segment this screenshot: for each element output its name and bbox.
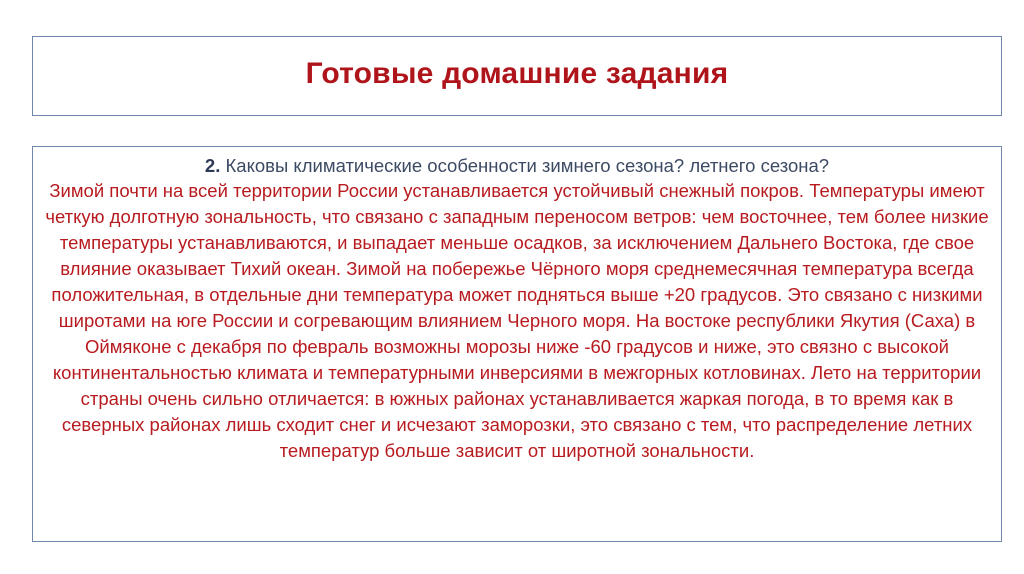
question-text: Каковы климатические особенности зимнего сезона? летнего сезона? — [220, 155, 830, 176]
title-box — [32, 36, 1002, 116]
question-number: 2. — [204, 155, 221, 176]
answer-text: Зимой почти на всей территории России устанавливается устойчивый снежный покров. Температуры имеют четкую долготную зональность, что связано с западным переносом ветров: чем восточнее, тем более низкие температуры устанавливаются, и выпадает меньше осадков, за исключением Дальнего Востока, где свое влияние оказывает Тихий океан. Зимой на побережье Чёрного моря среднемесячная температура всегда положительная, в отдельные дни температура может подняться выше +20 градусов. Это связано с низкими широтами на юге России и согревающим влиянием Черного моря. На востоке республики Якутия (Саха) в Оймяконе с декабря по февраль возможны морозы ниже -60 градусов и ниже, это связно с высокой континентальностью климата и температурными инверсиями в межгорных котловинах. Лето на территории страны очень сильно отличается: в южных районах устанавливается жаркая погода, в то время как в северных районах лишь сходит снег и исчезают заморозки, это связано с тем, что распределение летних температур больше зависит от широтной зональности. — [45, 180, 989, 461]
question — [41, 153, 993, 178]
slide-title: Готовые домашние задания — [305, 57, 729, 90]
content-box — [32, 146, 1002, 542]
